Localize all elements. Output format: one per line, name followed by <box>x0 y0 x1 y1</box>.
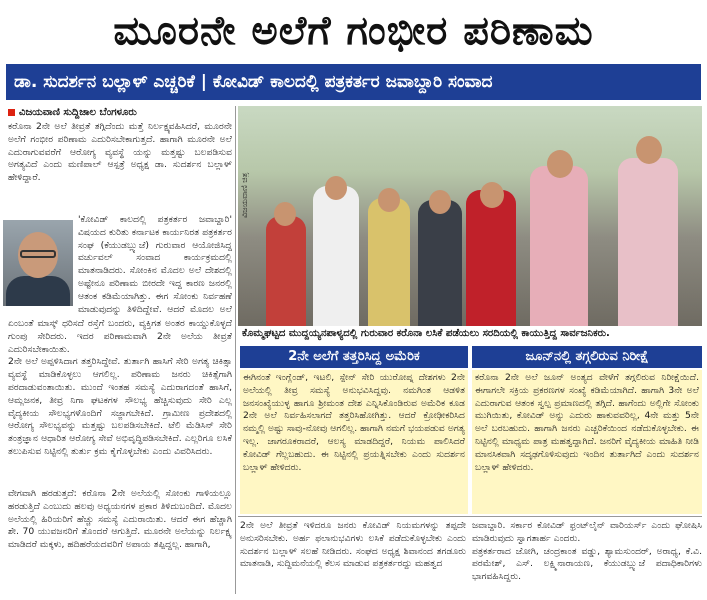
person-silhouette <box>313 186 359 326</box>
sub1-title: 2ನೇ ಅಲೆಗೆ ತತ್ತರಿಸಿದ್ದ ಅಮೆರಿಕ <box>240 346 468 368</box>
headline: ಮೂರನೇ ಅಲೆಗೆ ಗಂಭೀರ ಪರಿಣಾಮ <box>113 8 594 54</box>
byline-text: ವಿಜಯವಾಣಿ ಸುದ್ದಿಜಾಲ ಬೆಂಗಳೂರು <box>19 107 137 118</box>
col1-top-text: ಕರೊನಾ 2ನೇ ಅಲೆ ತೀವ್ರತೆ ತಗ್ಗಿದೆಂದು ಮತ್ತೆ ನಿರ್ಲಕ್ಷ್ಯವಹಿಸಿದರೆ, ಮೂರನೇ ಅಲೆಗೆ ಗಂಭೀರ ಪರಿಣಾಮ ಎದುರಿಸಬೇಕಾಗುತ್ತದೆ. ಹಾಗಾಗಿ ಮೂರನೇ ಅಲೆ ಎದುರಾಗುವವರೆಗೆ ಆರೋಗ್ಯ ವ್ಯವಸ್ಥೆ ಯನ್ನು ಮತ್ತಷ್ಟು ಬಲಪಡಿಸುವ ಅಗತ್ಯವಿದೆ ಎಂದು ಮಣಿಪಾಲ್ ಆಸ್ಪತ್ರೆ ಅಧ್ಯಕ್ಷ ಡಾ. ಸುದರ್ಶನ ಬಲ್ಲಾಳ್ ಹೇಳಿದ್ದಾರೆ. <box>8 121 232 184</box>
bottom-left-text: 2ನೇ ಅಲೆ ತೀವ್ರತೆ ಇಳಿದರೂ ಜನರು ಕೋವಿಡ್ ನಿಯಮಗಳನ್ನು ತಪ್ಪದೇ ಅನುಸರಿಸಬೇಕು. ಅರ್ಹ ಫಲಾನುಭವಿಗಳು ಲಸಿಕೆ ಪಡೆದುಕೊಳ್ಳಬೇಕು ಎಂದು ಸುದರ್ಶನ ಬಲ್ಲಾಳ್ ಸಲಹೆ ನೀಡಿದರು. ಸಂಘದ ಅಧ್ಯಕ್ಷ ಶಿವಾನಂದ ತಗಡೂರು ಮಾತನಾಡಿ, ಸುದ್ದಿಮನೆಯಲ್ಲಿ ಕೆಲಸ ಮಾಡುವ ಪತ್ರಕರ್ತರದ್ದು ಮಹತ್ವದ <box>240 520 466 570</box>
portrait-glasses <box>20 250 56 258</box>
byline <box>8 106 230 120</box>
sub2-title: ಜೂನ್‌ನಲ್ಲಿ ತಗ್ಗಲಿರುವ ನಿರೀಕ್ಷೆ <box>472 346 702 368</box>
red-square-icon <box>8 109 15 116</box>
person-head <box>636 136 662 164</box>
person-silhouette <box>618 158 678 326</box>
photo-caption: ಕೊಮ್ಮಘಟ್ಟದ ಮುದ್ದಯ್ಯನಪಾಳ್ಯದಲ್ಲಿ ಗುರುವಾರ ಕರೊನಾ ಲಸಿಕೆ ಪಡೆಯಲು ಸರದಿಯಲ್ಲಿ ಕಾಯುತ್ತಿದ್ದ ಸಾರ್ವಜನಿಕರು. <box>238 326 702 342</box>
person-silhouette <box>466 190 516 326</box>
col1-wrap-text: 'ಕೋವಿಡ್ ಕಾಲದಲ್ಲಿ ಪತ್ರಕರ್ತರ ಜವಾಬ್ದಾರಿ' ವಿಷಯದ ಕುರಿತು ಕರ್ನಾಟಕ ಕಾರ್ಯನಿರತ ಪತ್ರಕರ್ತರ ಸಂಘ (ಕೆಯುಡಬ್ಲ್ಯುಜೆ) ಗುರುವಾರ ಆಯೋಜಿಸಿದ್ದ ವರ್ಚುವಲ್ ಸಂವಾದ ಕಾರ್ಯಕ್ರಮದಲ್ಲಿ ಮಾತನಾಡಿದರು. ಸೋಂಕಿನ ಮೊದಲ ಅಲೆ ದೇಶದಲ್ಲಿ ಅಷ್ಟೇನೂ ಪರಿಣಾಮ ಬೀರದೇ ಇದ್ದ ಕಾರಣ ಜನರಲ್ಲಿ ಆತಂಕ ಕಡಿಮೆಯಾಗಿತ್ತು. ಈಗ ಸೋಂಕು ನಿರ್ವಹಣೆ ಮಾಡುವುದನ್ನು ತಿಳಿದಿದ್ದೇವೆ. ಆದರೆ ಮೊದಲ ಅಲೆ <box>78 214 232 315</box>
person-head <box>429 190 451 214</box>
person-silhouette <box>368 198 410 326</box>
section-divider <box>238 516 702 517</box>
col1-bottom-text: ವೇಗವಾಗಿ ಹರಡುತ್ತದೆ: ಕರೊನಾ 2ನೇ ಅಲೆಯಲ್ಲಿ ಸೋಂಕು ಗಾಳಿಯಲ್ಲೂ ಹರಡುತ್ತಿದೆ ಎಂಬುದು ಹಲವು ಅಧ್ಯಯನಗಳ ಪ್ರಕಾರ ತಿಳಿದುಬಂದಿದೆ. ಮೊದಲ ಅಲೆಯಲ್ಲಿ ಹಿರಿಯರಿಗೆ ಹೆಚ್ಚು ಸಮಸ್ಯೆ ಎದುರಾಯಿತು. ಆದರೆ ಈಗ ಹೆಚ್ಚಾಗಿ ಶೇ. 70 ಯುವಜನರಿಗೆ ತೊಂದರೆ ಆಗುತ್ತಿದೆ. ಮೂರನೇ ಅಲೆಯನ್ನು ನಿರ್ಲಕ್ಷ್ಯ ಮಾಡಿದರೆ ಮಕ್ಕಳು, ಹದಿಹರೆಯದವರಿಗೆ ಅಪಾಯ ತಪ್ಪಿದ್ದಲ್ಲ. ಹಾಗಾಗಿ, <box>8 488 232 551</box>
column-divider <box>235 106 236 594</box>
person-head <box>547 150 573 178</box>
sub2-text: ಕರೊನಾ 2ನೇ ಅಲೆ ಜೂನ್ ಅಂತ್ಯದ ವೇಳೆಗೆ ತಗ್ಗಲಿರುವ ನಿರೀಕ್ಷೆಯಿದೆ. ಈಗಾಗಲೇ ಸಕ್ರಿಯ ಪ್ರಕರಣಗಳ ಸಂಖ್ಯೆ ಕಡಿಮೆಯಾಗಿದೆ. ಹಾಗಾಗಿ 3ನೇ ಅಲೆ ಎದುರಾಗುವ ಆತಂಕ ಸ್ವಲ್ಪ ಪ್ರಮಾಣದಲ್ಲಿ ತಗ್ಗಿದೆ. ಹಾಗೆಂದು ಅಲ್ಲಿಗೇ ಸೋಂಕು ಮುಗಿಯಿತು, ಕೋವಿಡ್ ಅನ್ನು ಎದುರು ಹಾಕುವವರಿಲ್ಲ, 4ನೇ ಮತ್ತು 5ನೇ ಅಲೆ ಬರಬಹುದು. ಹಾಗಾಗಿ ಜನರು ಎಚ್ಚರಿಕೆಯಿಂದ ನಡೆದುಕೊಳ್ಳಬೇಕು. ಈ ನಿಟ್ಟಿನಲ್ಲಿ ಮಾಧ್ಯಮ ಪಾತ್ರ ಮಹತ್ವದ್ದಾಗಿದೆ. ಜನರಿಗೆ ವೈದ್ಯಕೀಯ ಮಾಹಿತಿ ನೀಡಿ ಮಾನಸಿಕವಾಗಿ ಸದೃಢಗೊಳಿಸುವುದು ಇಂದಿನ ತುರ್ತಾಗಿದೆ ಎಂದು ಸುದರ್ಶನ ಬಲ್ಲಾಳ್ ಹೇಳಿದರು. <box>472 370 702 514</box>
person-head <box>274 202 296 226</box>
person-silhouette <box>266 216 306 326</box>
col1-rest-text: ಏಂಬಂತೆ ಮಾಸ್ಕ್ ಧರಿಸದೆ ರಸ್ತೆಗೆ ಬಂದರು, ವ್ಯಕ್ತಿಗತ ಅಂತರ ಕಾಯ್ದುಕೊಳ್ಳದೆ ಗುಂಪು ಸೇರಿದರು. ಇದರ ಪರಿಣಾಮವಾಗಿ 2ನೇ ಅಲೆಯ ತೀವ್ರತೆ ಎದುರಿಸಬೇಕಾಯಿತು. 2ನೇ ಅಲೆ ಅಪ್ಪಳಿಸಿದಾಗ ತತ್ತರಿಸಿದ್ದೇವೆ. ತುರ್ತಾಗಿ ಹಾಸಿಗೆ ಸೇರಿ ಅಗತ್ಯ ಚಿಕಿತ್ಸಾ ವ್ಯವಸ್ಥೆ ಮಾಡಿಕೊಳ್ಳಲು ಆಗಲಿಲ್ಲ. ಪರಿಣಾಮ ಜನರು ಚಿಕಿತ್ಸೆಗಾಗಿ ಪರದಾಡುವಂತಾಯಿತು. ಮುಂದೆ ಇಂತಹ ಸಮಸ್ಯೆ ಎದುರಾಗದಂತೆ ಹಾಸಿಗೆ, ಆಮ್ಲಜನಕ, ತೀವ್ರ ನಿಗಾ ಘಟಕಗಳ ಸೌಲಭ್ಯ ಹೆಚ್ಚಿಸುವುದು ಸೇರಿ ಎಲ್ಲ ವೈದ್ಯಕೀಯ ಸೌಲಭ್ಯಗಳೊಂದಿಗೆ ಸಜ್ಜಾಗಬೇಕಿದೆ. ಗ್ರಾಮೀಣ ಪ್ರದೇಶದಲ್ಲಿ ಆರೋಗ್ಯ ಸೌಲಭ್ಯವನ್ನು ಮತ್ತಷ್ಟು ಬಲಪಡಿಸಬೇಕಿದೆ. ಟೆಲಿ ಮೆಡಿಸಿನ್ ಸೇರಿ ತಂತ್ರಜ್ಞಾನ ಆಧಾರಿತ ಆರೋಗ್ಯ ಸೇವೆ ಅಭಿವೃದ್ಧಿಪಡಿಸಬೇಕಿದೆ. ಎಲ್ಲರಿಗೂ ಲಸಿಕೆ ತಲುಪಿಸುವ ನಿಟ್ಟಿನಲ್ಲಿ ತುರ್ತು ಕ್ರಮ ಕೈಗೊಳ್ಳಬೇಕು ಎಂದು ವಿವರಿಸಿದರು. <box>8 318 232 457</box>
person-head <box>325 176 347 200</box>
person-silhouette <box>530 166 588 326</box>
vertical-credit: ವಿಜಯವಾಣಿ ಚಿತ್ರ <box>240 172 249 218</box>
portrait-suit <box>6 276 70 306</box>
sub1-text: ಈಗಿನಂತೆ ಇಂಗ್ಲೆಂಡ್, ಇಟಲಿ, ಸ್ಪೇನ್ ಸೇರಿ ಯುರೋಪ್ನ ದೇಶಗಳು 2ನೇ ಅಲೆಯಲ್ಲಿ ತೀವ್ರ ಸಮಸ್ಯೆ ಅನುಭವಿಸಿದ್ದವು. ನಮಗಿಂತ ಆಡಳಿತ ಜನಸಂಖ್ಯೆಯುಳ್ಳ ಹಾಗೂ ಶ್ರೀಮಂತ ದೇಶ ಎನ್ನಿಸಿಕೊಂಡಿರುವ ಅಮೆರಿಕ ಕೂಡ 2ನೇ ಅಲೆ ನಿರ್ವಹಿಸಲಾಗದೆ ತತ್ತರಿಸಿಹೋಗಿತ್ತು. ಆದರೆ ಕ್ರೋಢೀಕರಿಸಿದ ನಮ್ಮಲ್ಲಿ ಅಷ್ಟು ಸಾವು-ನೋವು ಆಗಲಿಲ್ಲ. ಹಾಗಾಗಿ ನಮಗೆ ಭಯಪಡುವ ಅಗತ್ಯ ಇಲ್ಲ. ಜಾಗರೂಕರಾದರೆ, ಆಲಸ್ಯ ಮಾಡದಿದ್ದರೆ, ನಿಯಮ ಪಾಲಿಸಿದರೆ ಕೋವಿಡ್ ಗೆಲ್ಲಬಹುದು. ಈ ನಿಟ್ಟಿನಲ್ಲಿ ಪ್ರಯತ್ನಿಸಬೇಕು ಎಂದು ಸುದರ್ಶನ ಬಲ್ಲಾಳ್ ಹೇಳಿದರು. <box>240 370 468 514</box>
person-silhouette <box>418 200 462 326</box>
deck: ಡಾ. ಸುದರ್ಶನ ಬಲ್ಲಾಳ್ ಎಚ್ಚರಿಕೆ | ಕೋವಿಡ್ ಕಾಲದಲ್ಲಿ ಪತ್ರಕರ್ತರ ಜವಾಬ್ದಾರಿ ಸಂವಾದ <box>6 64 701 100</box>
bottom-right-text: ಜವಾಬ್ದಾರಿ. ಸರ್ಕಾರ ಕೋವಿಡ್ ಫ್ರಂಟ್‌ಲೈನ್ ವಾರಿಯರ್ಸ್ ಎಂದು ಘೋಷಿಸಿ ಮಾಡಿರುವುದು ಸ್ವಾಗತಾರ್ಹ ಎಂದರು. ಪತ್ರಕರ್ತರಾದ ಜೋಗಿ, ಚಂದ್ರಕಾಂತ ವಡ್ಡು, ಶ್ಯಾಮಸುಂದರ್, ಅರಾಧ್ಯ, ಕೆ.ವಿ. ಪರಮೇಶ್, ಎಸ್. ಲಕ್ಷ್ಮಿನಾರಾಯಣ, ಕೆಯುಡಬ್ಲ್ಯುಜೆ ಪದಾಧಿಕಾರಿಗಳು ಭಾಗವಹಿಸಿದ್ದರು. <box>472 520 702 583</box>
main-photo <box>238 106 702 326</box>
person-head <box>378 188 400 212</box>
person-head <box>480 182 504 208</box>
